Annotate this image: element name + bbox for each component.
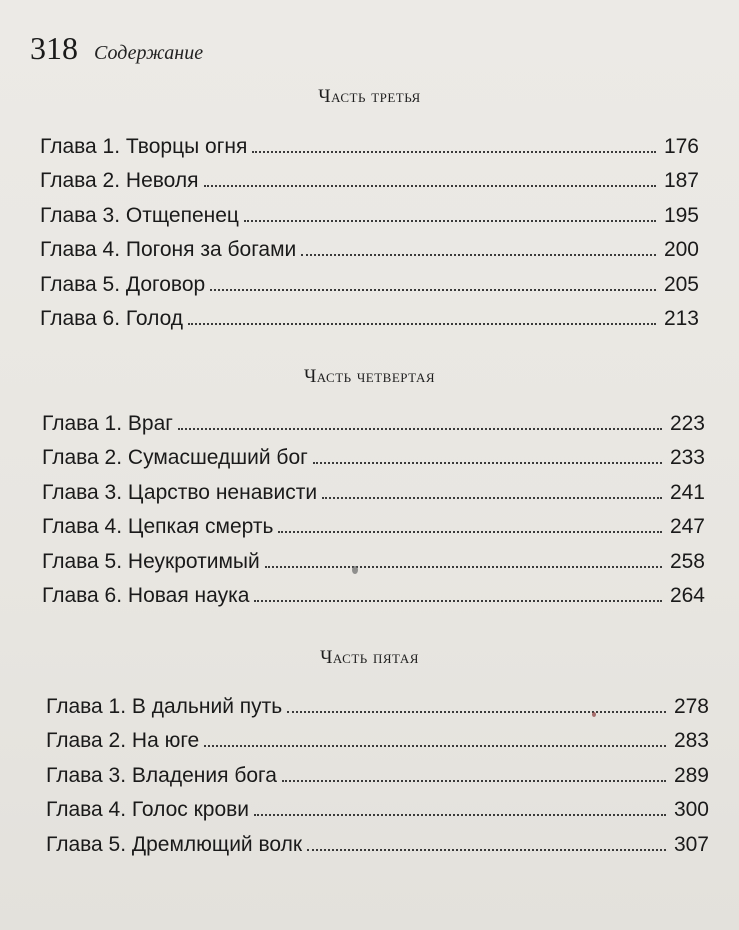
dot-leader bbox=[254, 814, 666, 816]
chapter-title: Глава 1. В дальний путь bbox=[46, 694, 283, 718]
toc-entry bbox=[0, 719, 739, 754]
chapter-page: 247 bbox=[669, 515, 705, 538]
chapter-page: 307 bbox=[673, 832, 709, 856]
chapter-page: 195 bbox=[663, 203, 699, 227]
chapter-title: Глава 1. Враг bbox=[42, 411, 173, 435]
chapter-title: Глава 5. Неукротимый bbox=[42, 549, 260, 573]
chapter-title: Глава 4. Погоня за богами bbox=[40, 238, 297, 261]
chapter-title: Глава 3. Владения бога bbox=[46, 763, 277, 787]
dot-leader bbox=[301, 254, 656, 256]
page-header bbox=[30, 30, 203, 70]
chapter-page: 213 bbox=[663, 307, 699, 330]
toc-entry bbox=[0, 505, 739, 540]
ink-speck bbox=[592, 712, 596, 717]
dot-leader bbox=[204, 185, 656, 187]
chapter-title: Глава 5. Договор bbox=[40, 272, 206, 296]
chapter-title: Глава 2. Неволя bbox=[40, 169, 199, 192]
part-title: Часть пятая bbox=[320, 647, 419, 668]
chapter-title: Глава 2. Сумасшедший бог bbox=[42, 446, 308, 469]
chapter-page: 241 bbox=[669, 480, 705, 504]
dot-leader bbox=[307, 849, 666, 851]
chapter-title: Глава 6. Голод bbox=[40, 307, 184, 330]
toc-entry bbox=[0, 159, 739, 194]
dot-leader bbox=[252, 151, 656, 153]
chapter-page: 258 bbox=[669, 549, 705, 573]
chapter-title: Глава 5. Дремлющий волк bbox=[46, 832, 303, 856]
chapter-page: 187 bbox=[663, 169, 699, 192]
dot-leader bbox=[265, 566, 662, 568]
toc-entry bbox=[0, 297, 739, 332]
chapter-page: 176 bbox=[663, 134, 699, 158]
chapter-page: 264 bbox=[669, 584, 705, 607]
page-number: 318 bbox=[30, 30, 78, 66]
toc-section bbox=[0, 401, 739, 608]
dot-leader bbox=[178, 428, 662, 430]
part-title: Часть третья bbox=[318, 86, 421, 107]
running-title: Содержание bbox=[94, 42, 204, 64]
toc-entry bbox=[0, 788, 739, 823]
dot-leader bbox=[282, 780, 666, 782]
chapter-title: Глава 3. Отщепенец bbox=[40, 203, 239, 227]
toc-entry bbox=[0, 262, 739, 297]
toc-entry bbox=[0, 436, 739, 471]
dot-leader bbox=[244, 220, 656, 222]
toc-entry bbox=[0, 193, 739, 228]
dot-leader bbox=[204, 745, 666, 747]
toc-entry bbox=[0, 470, 739, 505]
dot-leader bbox=[188, 323, 656, 325]
dot-leader bbox=[210, 289, 656, 291]
toc-entry bbox=[0, 228, 739, 263]
chapter-title: Глава 3. Царство ненависти bbox=[42, 480, 318, 504]
toc-section bbox=[0, 124, 739, 331]
chapter-page: 283 bbox=[673, 729, 709, 752]
toc-section bbox=[0, 684, 739, 857]
chapter-title: Глава 2. На юге bbox=[46, 729, 200, 752]
chapter-page: 278 bbox=[673, 694, 709, 718]
chapter-title: Глава 1. Творцы огня bbox=[40, 134, 248, 158]
toc-entry bbox=[0, 684, 739, 719]
toc-entry bbox=[0, 822, 739, 857]
chapter-page: 200 bbox=[663, 238, 699, 261]
toc-entry bbox=[0, 539, 739, 574]
chapter-page: 300 bbox=[673, 798, 709, 821]
dot-leader bbox=[313, 462, 662, 464]
toc-entry bbox=[0, 124, 739, 159]
chapter-page: 233 bbox=[669, 446, 705, 469]
dot-leader bbox=[254, 600, 662, 602]
part-title: Часть четвертая bbox=[303, 366, 436, 387]
chapter-title: Глава 4. Голос крови bbox=[46, 798, 250, 821]
chapter-page: 289 bbox=[673, 763, 709, 787]
chapter-page: 205 bbox=[663, 272, 699, 296]
ink-speck bbox=[352, 566, 358, 574]
toc-entry bbox=[0, 401, 739, 436]
toc-entry bbox=[0, 574, 739, 609]
chapter-title: Глава 4. Цепкая смерть bbox=[42, 515, 274, 538]
chapter-page: 223 bbox=[669, 411, 705, 435]
dot-leader bbox=[287, 711, 666, 713]
toc-entry bbox=[0, 753, 739, 788]
chapter-title: Глава 6. Новая наука bbox=[42, 584, 250, 607]
dot-leader bbox=[322, 497, 662, 499]
dot-leader bbox=[278, 531, 662, 533]
